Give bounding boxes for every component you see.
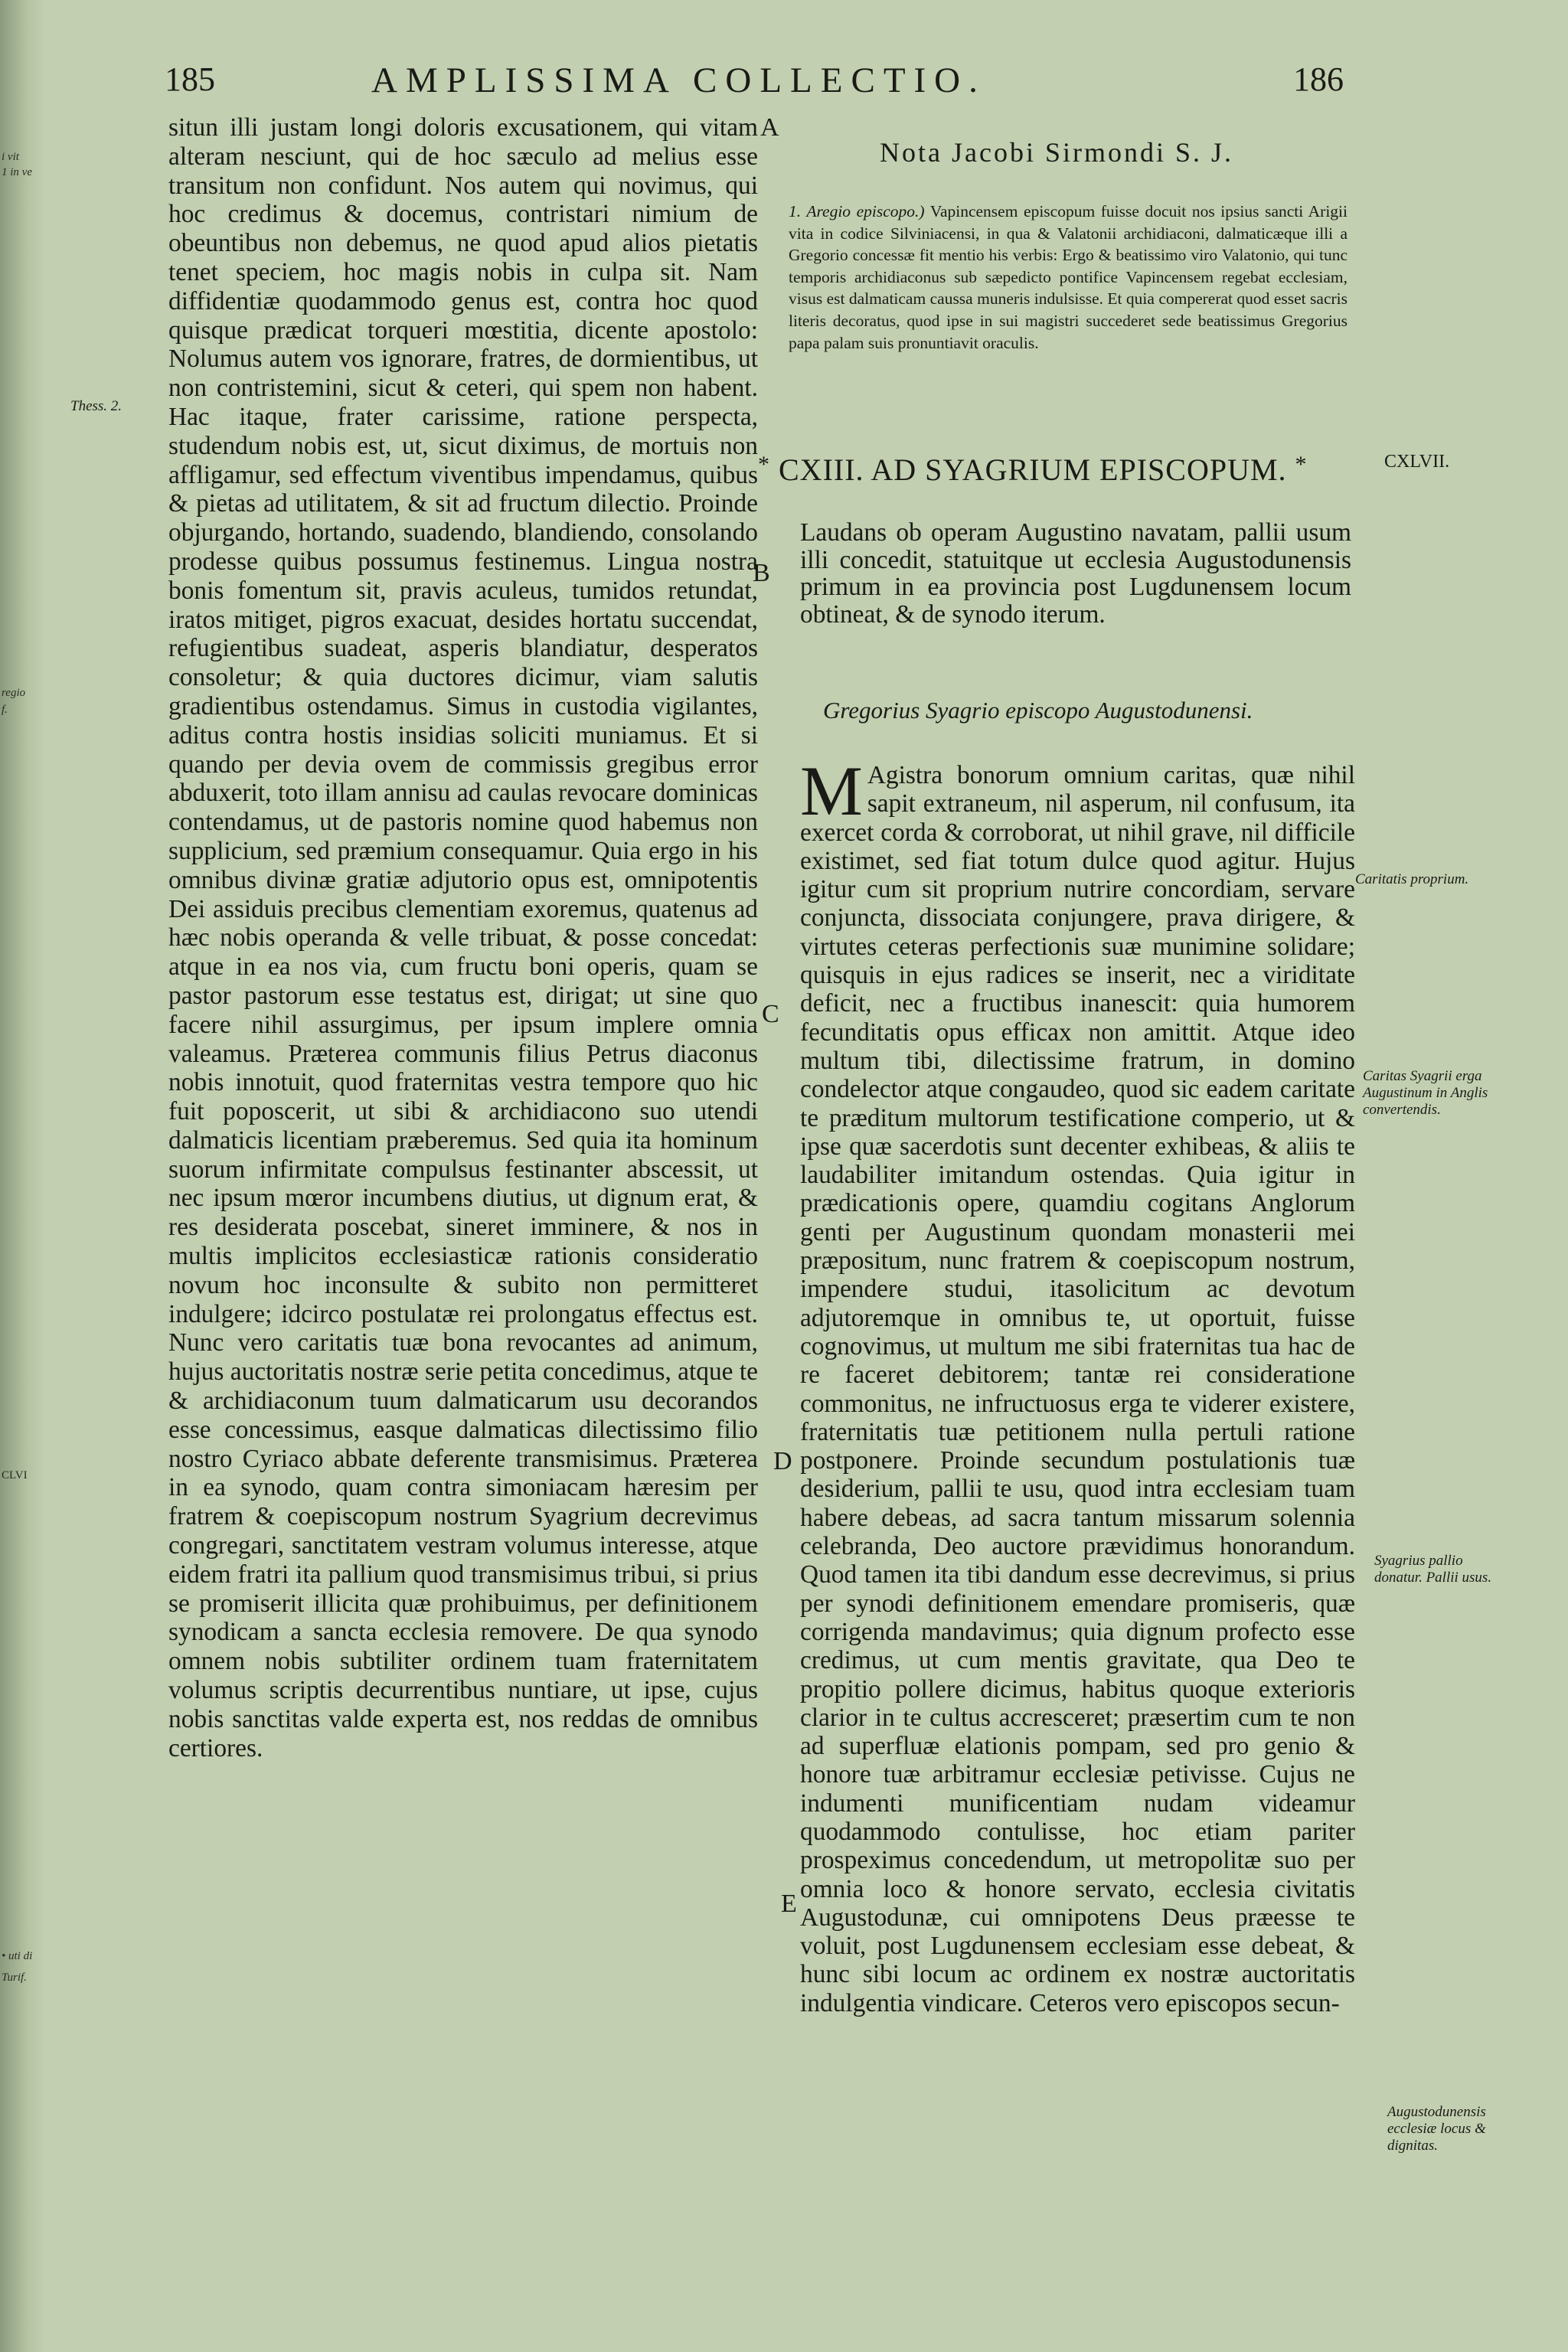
epistle-number: CXLVII.: [1384, 452, 1450, 472]
epistle-text: Agistra bonorum omnium caritas, quæ nihil sapit extraneum, nil asperum, nil confusum, ita exercet corda & corroborat, ut nihil grave, nil difficile existimet, sed fiat totum dulce quod agitur. Hujus igitur cum sit proprium nutrire concordiam, servare conjuncta, dissociata conjungere, prava dirigere, & virtutes ceteras perfectionis suæ munimine solidare; quisquis in ejus radices se inserit, nec a viriditate deficit, nec a fructibus inanescit: quia humorem fecunditatis opus efficax non amittit. Atque ideo multum tibi, dilectissime fratrum, in domino condelector atque congaudeo, quod sic eadem caritate te præditum multorum testificatione comperio, ut & ipse quæ sacerdotis sunt decenter exhibeas, & aliis te laudabiliter imitandum ostendas. Quia igitur in prædicationis opere, quamdiu cogitans Anglorum genti per Augustinum quondam monasterii mei præpositum, nunc fratrem & coepiscopum nostrum, impendere studui, itasolicitum ac devotum adjutoremque in omnibus te, ut oportuit, fuisse cognovimus, ut multum me sibi fraternitas tua hac de re faceret debitorem; tantæ rei consideratione commonitus, ne infructuosus erga te viderer existere, fraternitatis tuæ petitionem nulla pertuli ratione postponere. Proinde secundum postulationis tuæ desiderium, pallii te usu, quod intra ecclesiam tuam habere debeas, ad sacra tantum missarum solennia celebranda, Deo auctore prævidimus honorandum. Quod tamen ita tibi dandum esse decrevimus, si prius per synodi definitionem emendare promiseris, quæ corrigenda mandavimus; quia dignum profecto esse credimus, ut cum mentis gravitate, qua Deo te propitio pollere dicimus, habitus quoque exterioris clarior in te cultus accresceret; præsertim cum te non ad superfluæ elationis pompam, sed pro genio & honore tuæ arbitramur ecclesiæ petivisse. Cujus ne indumenti munificentiam nudam videamur quodammodo contulisse, hoc etiam pariter prospeximus concedendum, ut metropolitæ suo per omnia loco & honore servato, ecclesia civitatis Augustodunæ, cui omnipotens Deus præesse te voluit, post Lugdunensem ecclesiam esse debeat, & hunc sibi locum ac ordinem ex nostræ auctoritatis indulgentia vindicare. Ceteros vero episcopos secun-: [800, 761, 1355, 2017]
epistle-body: [800, 752, 1355, 2017]
page-number-right: 186: [1293, 60, 1344, 98]
margin-note: Caritatis proprium.: [1355, 871, 1469, 887]
page-number-left: 185: [165, 60, 215, 98]
epistle-salutation: Gregorius Syagrio episcopo Augustodunensi.: [823, 697, 1253, 724]
margin-note: Syagrius pallio donatur. Pallii usus.: [1374, 1553, 1492, 1586]
nota-reference: 1. Aregio episcopo.): [789, 202, 925, 220]
section-letter: E: [781, 1890, 797, 1918]
margin-note: Caritas Syagrii erga Augustinum in Anglis convertendis.: [1363, 1068, 1488, 1118]
gutter-fragment: f.: [2, 704, 8, 716]
section-letter: C: [762, 1000, 779, 1028]
gutter-fragment: • uti di: [2, 1950, 33, 1962]
drop-capital: M: [800, 752, 863, 830]
asterisk-mark: *: [758, 452, 770, 477]
running-title: AMPLISSIMA COLLECTIO.: [371, 60, 986, 100]
left-column-text: situn illi justam longi doloris excusationem, qui vitam alteram nesciunt, qui de hoc sæculo ad melius esse transitum non confidunt. Nos autem qui novimus, qui hoc credimus & docemus, contristari nimium de obeuntibus non debemus, ne quod apud alios pietatis tenet speciem, hoc magis nobis in culpa sit. Nam diffidentiæ quodammodo genus est, contra hoc quod quisque prædicat torqueri mœstitia, dicente apostolo: Nolumus autem vos ignorare, fratres, de dormientibus, ut non contristemini, sicut & ceteri, qui spem non habent. Hac itaque, frater carissime, ratione perspecta, studendum nobis est, ut, sicut diximus, de mortuis non affligamur, sed effectum viventibus impendamus, quibus & pietas ad utilitatem, & sit ad fructum dilectio. Proinde objurgando, hortando, suadendo, blandiendo, consolando prodesse quibus possumus festinemus. Lingua nostra bonis fomentum sit, pravis aculeus, tumidos retundat, iratos mitiget, pigros exacuat, desides hortatu succendat, refugientibus suadeat, asperis blandiatur, desperatos consoletur; & quia ductores dicimur, viam salutis gradientibus ostendamus. Simus in custodia vigilantes, aditus contra hostis insidias soliciti muniamus. Et si quando per devia ovem de commissis gregibus error abduxerit, toto illam annisu ad caulas revocare dominicas contendamus, ut de pastoris nomine quod habemus non supplicium, sed præmium consequamur. Quia ergo in his omnibus divinæ gratiæ adjutorio opus est, omnipotentis Dei assiduis precibus clementiam exoremus, quatenus ad hæc nobis operanda & velle tribuat, & posse concedat: atque in ea nos via, cum fructu boni operis, quam se pastor pastorum esse testatus est, dirigat; ut sine quo facere nihil assurgimus, per ipsum implere omnia valeamus. Præterea communis filius Petrus diaconus nobis innotuit, quod fraternitas vestra tempore quo hic fuit poposcerit, ut sibi & archidiacono suo utendi dalmaticis licentiam præberemus. Sed quia ita hominum suorum infirmitate compulsus festinanter abscessit, ut nec ipsum mœror incumbens diutius, ut dignum erat, & res desiderata poscebat, sineret imminere, & nos in multis implicitos ecclesiasticæ rationis consideratio novum hoc inconsulte & subito non permitteret indulgere; idcirco postulatæ rei prolongatus effectus est. Nunc vero caritatis tuæ bona revocantes ad animum, hujus auctoritatis nostræ serie petita concedimus, atque te & archidiaconum tuum dalmaticarum usu decorandos esse concessimus, easque dalmaticas dilectissimo filio nostro Cyriaco abbate deferente transmisimus. Præterea in ea synodo, quam contra simoniacam hæresim per fratrem & coepiscopum nostrum Syagrium decrevimus congregari, sanctitatem vestram volumus interesse, atque eidem fratri ita pallium quod transmisimus tribui, si prius se promiserit illicita quæ prohibuimus, per definitionem synodicam a sancta ecclesia removere. De qua synodo omnem nobis subtiliter ordinem tuam fraternitatem volumus scriptis decurrentibus nuntiare, ut ipse, cujus nobis sanctitas valde experta est, nos reddas de omnibus certiores.: [168, 113, 758, 1762]
section-letter: B: [753, 559, 770, 587]
section-letter: A: [760, 113, 779, 142]
section-letter: D: [773, 1447, 792, 1475]
gutter-fragment: i vit: [2, 151, 19, 163]
epistle-title: [758, 452, 1370, 488]
margin-note-scripture: Thess. 2.: [70, 398, 122, 414]
nota-heading: Nota Jacobi Sirmondi S. J.: [880, 137, 1233, 168]
nota-text: Vapincensem episcopum fuisse docuit nos ipsius sancti Arigii vita in codice Silviniacensi, in qua & Valatonii archidiaconi, dalmaticæque illi a Gregorio concessæ fit mentio his verbis: Ergo & beatissimo viro Valatonio, qui tunc temporis archidiaconus sub sæpedicto pontifice Vapincensem regebat ecclesiam, visus est dalmaticam caussa muneris indulsisse. Et quia compererat quod esset sacris literis decoratus, quod ipse in sui magistri succederet sede beatissimus Gregorius papa palam suis pronuntiavit oraculis.: [789, 202, 1348, 352]
page-header: [165, 60, 1344, 106]
gutter-fragment: regio: [2, 687, 26, 699]
page-gutter: [0, 0, 44, 2352]
epistle-title-text: CXIII. AD SYAGRIUM EPISCOPUM.: [779, 452, 1287, 487]
asterisk-mark: *: [1295, 452, 1308, 477]
nota-body: [789, 201, 1348, 354]
gutter-fragment: Turif.: [2, 1971, 27, 1984]
margin-note: Augustodunensis ecclesiæ locus & dignitas.: [1387, 2104, 1486, 2154]
epistle-summary: Laudans ob operam Augustino navatam, pallii usum illi concedit, statuitque ut ecclesia Augustodunensis primum in ea provincia post Lugdunensem locum obtineat, & de synodo iterum.: [800, 518, 1351, 629]
gutter-fragment: CLVI: [2, 1469, 28, 1481]
gutter-fragment: 1 in ve: [2, 166, 32, 178]
